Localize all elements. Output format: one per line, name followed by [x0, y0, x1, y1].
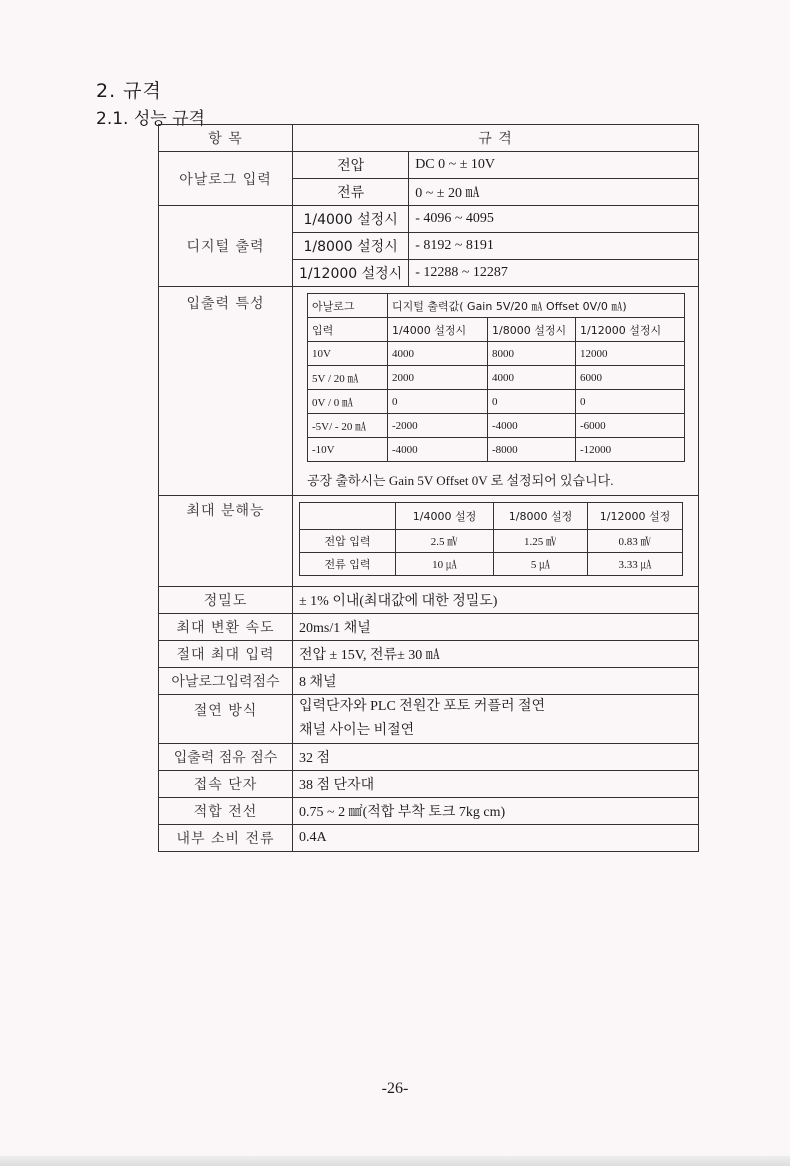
section-title: 2. 규격 [96, 80, 162, 102]
io-col-analog: 아날로그 [308, 294, 388, 318]
spec-row: 절대 최대 입력 전압 ± 15V, 전류± 30 ㎃ [159, 641, 699, 668]
isolation-line-1: 입력단자와 PLC 전원간 포토 커플러 절연 [299, 699, 546, 714]
io-column-header: 1/4000 설정시 [388, 318, 488, 342]
spec-row: 입출력 점유 점수 32 점 [159, 744, 699, 771]
resolution-label: 최대 분해능 [159, 496, 293, 587]
scan-edge [0, 1156, 790, 1166]
spec-row: 적합 전선 0.75 ~ 2 ㎟(적합 부착 토크 7kg cm) [159, 798, 699, 825]
table-row: 5V / 20 ㎃ 2000 4000 6000 [308, 366, 685, 390]
table-row: -5V/ - 20 ㎃ -2000 -4000 -6000 [308, 414, 685, 438]
spec-table [158, 124, 699, 852]
isolation-line-2: 채널 사이는 비절연 [299, 723, 415, 738]
spec-row [159, 695, 699, 744]
current-range: 0 ~ ± 20 ㎃ [409, 179, 699, 206]
resolution-table [299, 502, 683, 576]
digital-setting: 1/4000 설정시 [293, 206, 409, 233]
spec-row: 정밀도 ± 1% 이내(최대값에 대한 정밀도) [159, 587, 699, 614]
io-column-header: 1/12000 설정시 [576, 318, 685, 342]
digital-range: - 4096 ~ 4095 [409, 206, 699, 233]
io-col-digital: 디지털 출력값( Gain 5V/20 ㎃ Offset 0V/0 ㎃) [388, 294, 685, 318]
header-spec: 규 격 [293, 125, 699, 152]
spec-row: 아날로그입력점수 8 채널 [159, 668, 699, 695]
table-row: 전압 입력 2.5 ㎷ 1.25 ㎷ 0.83 ㎷ [300, 530, 683, 553]
voltage-type: 전압 [293, 152, 409, 179]
io-characteristics-label: 입출력 특성 [159, 287, 293, 496]
page-number: -26- [381, 1080, 409, 1097]
io-col-input: 입력 [308, 318, 388, 342]
table-row: 전류 입력 10 ㎂ 5 ㎂ 3.33 ㎂ [300, 553, 683, 576]
current-type: 전류 [293, 179, 409, 206]
spec-row: 내부 소비 전류 0.4A [159, 825, 699, 852]
res-column-header: 1/4000 설정 [396, 503, 494, 530]
digital-output-label: 디지털 출력 [159, 206, 293, 287]
digital-range: - 8192 ~ 8191 [409, 233, 699, 260]
table-row: 10V 4000 8000 12000 [308, 342, 685, 366]
subsection-title: 2.1. 성능 규격 [96, 109, 205, 129]
table-row: -10V -4000 -8000 -12000 [308, 438, 685, 462]
analog-input-label: 아날로그 입력 [159, 152, 293, 206]
digital-range: - 12288 ~ 12287 [409, 260, 699, 287]
spec-row: 최대 변환 속도 20ms/1 채널 [159, 614, 699, 641]
res-column-header: 1/12000 설정 [588, 503, 683, 530]
digital-setting: 1/12000 설정시 [293, 260, 409, 287]
voltage-range: DC 0 ~ ± 10V [409, 152, 699, 179]
io-column-header: 1/8000 설정시 [488, 318, 576, 342]
spec-row: 접속 단자 38 점 단자대 [159, 771, 699, 798]
factory-setting-note: 공장 출하시는 Gain 5V Offset 0V 로 설정되어 있습니다. [307, 473, 614, 488]
digital-setting: 1/8000 설정시 [293, 233, 409, 260]
res-column-header: 1/8000 설정 [494, 503, 588, 530]
io-characteristics-table [307, 293, 685, 462]
table-row: 0V / 0 ㎃ 0 0 0 [308, 390, 685, 414]
isolation-label: 절연 방식 [159, 695, 293, 744]
header-item: 항 목 [159, 125, 293, 152]
